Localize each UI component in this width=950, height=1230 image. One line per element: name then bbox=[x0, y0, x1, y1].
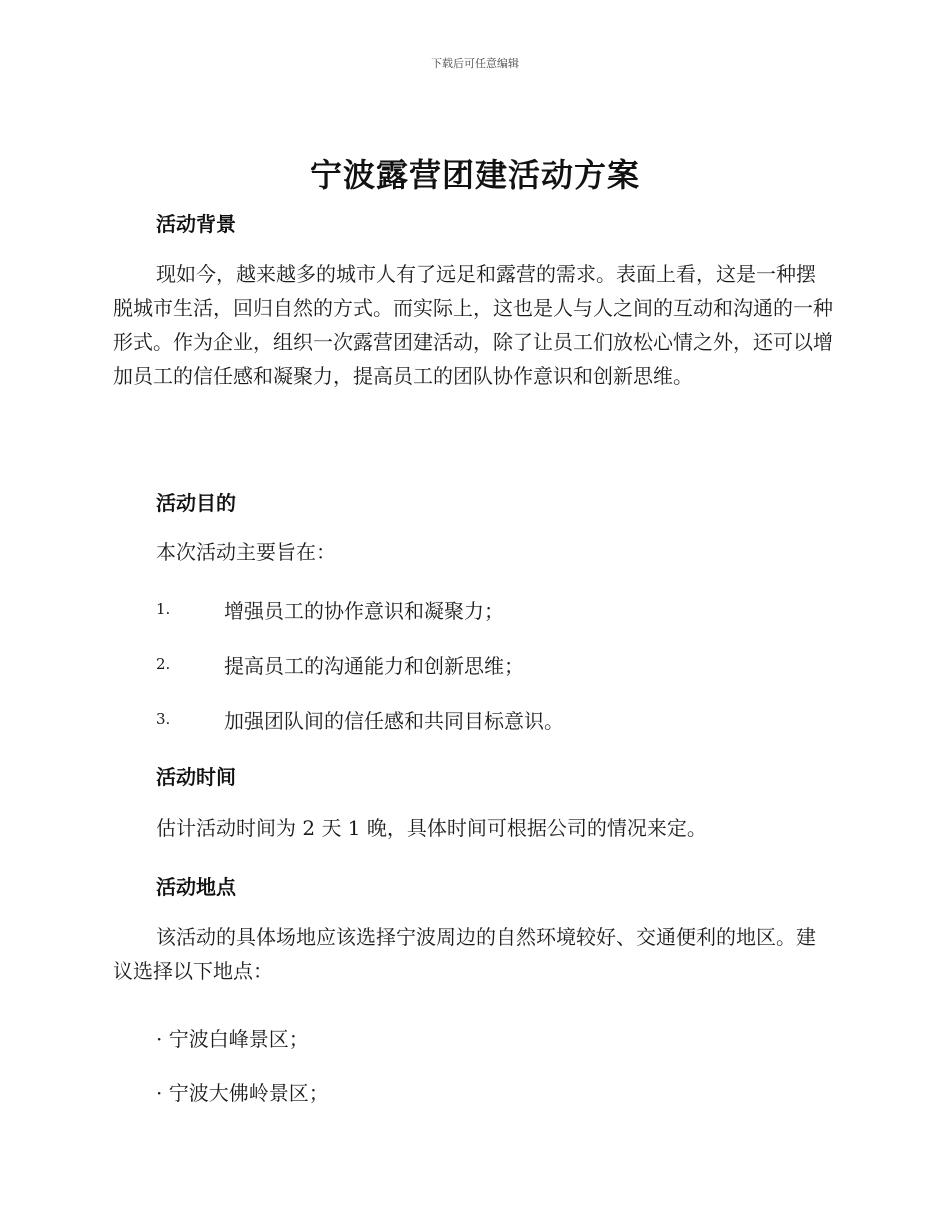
list-number: 1. bbox=[156, 600, 171, 618]
list-number: 3. bbox=[156, 710, 171, 728]
purpose-intro: 本次活动主要旨在： bbox=[156, 540, 336, 564]
section-heading-background: 活动背景 bbox=[156, 212, 236, 236]
location-item: · 宁波白峰景区； bbox=[156, 1027, 309, 1051]
section-heading-time: 活动时间 bbox=[156, 765, 236, 789]
list-item-text: 提高员工的沟通能力和创新思维； bbox=[224, 654, 524, 678]
time-paragraph: 估计活动时间为 2 天 1 晚，具体时间可根据公司的情况来定。 bbox=[156, 816, 707, 840]
section-heading-location: 活动地点 bbox=[156, 875, 236, 899]
document-title: 宁波露营团建活动方案 bbox=[309, 156, 640, 194]
background-paragraph: 现如今，越来越多的城市人有了远足和露营的需求。表面上看，这是一种摆脱城市生活，回归自然的方式。而实际上，这也是人与人之间的互动和沟通的一种形式。作为企业，组织一次露营团建活动，除了让员工们放松心情之外，还可以增加员工的信任感和凝聚力，提高员工的团队协作意识和创新思维。 bbox=[113, 262, 833, 388]
list-item-text: 加强团队间的信任感和共同目标意识。 bbox=[224, 709, 564, 733]
section-heading-purpose: 活动目的 bbox=[156, 491, 236, 515]
list-number: 2. bbox=[156, 655, 171, 673]
list-item-text: 增强员工的协作意识和凝聚力； bbox=[224, 599, 504, 623]
header-note: 下载后可任意编辑 bbox=[431, 57, 519, 70]
location-item: · 宁波大佛岭景区； bbox=[156, 1081, 329, 1105]
location-paragraph: 该活动的具体场地应该选择宁波周边的自然环境较好、交通便利的地区。建议选择以下地点： bbox=[113, 925, 816, 983]
